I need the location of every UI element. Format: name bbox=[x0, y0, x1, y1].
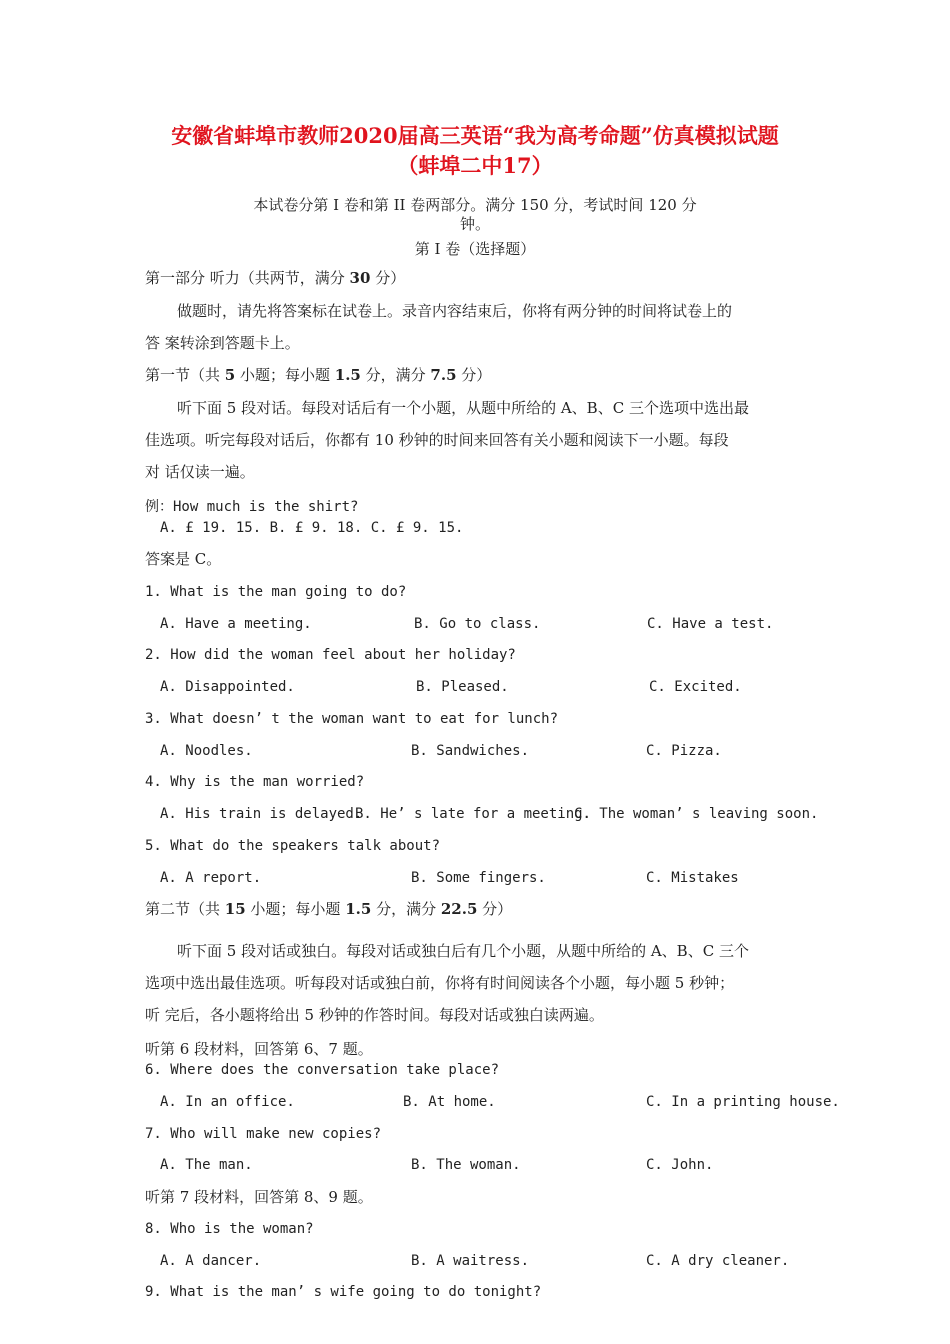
question-7: 7. Who will make new copies? bbox=[145, 1126, 382, 1142]
question-8: 8. Who is the woman? bbox=[145, 1221, 314, 1237]
question-1: 1. What is the man going to do? bbox=[145, 584, 407, 600]
section2-instr-line3: 听 完后，各小题将给出 5 秒钟的作答时间。每段对话或独白读两遍。 bbox=[145, 1006, 604, 1024]
material-7-heading: 听第 7 段材料，回答第 8、9 题。 bbox=[145, 1188, 373, 1206]
section2-heading bbox=[145, 899, 512, 919]
q3-option-c: C. Pizza. bbox=[646, 743, 722, 759]
s1-per: 1.5 bbox=[334, 366, 361, 384]
s2-count: 15 bbox=[224, 900, 246, 918]
q5-option-a: A. A report. bbox=[160, 870, 262, 886]
q6-option-b: B. At home. bbox=[403, 1094, 496, 1110]
part1-heading bbox=[145, 268, 405, 288]
q4-option-c: C. The woman’ s leaving soon. bbox=[574, 806, 819, 822]
q2-option-a: A. Disappointed. bbox=[160, 679, 295, 695]
exam-intro-line1: 本试卷分第 I 卷和第 II 卷两部分。满分 150 分，考试时间 120 分 bbox=[253, 196, 697, 214]
q7-option-a: A. The man. bbox=[160, 1157, 253, 1173]
s1-h5: 分，满分 bbox=[360, 366, 431, 384]
question-6: 6. Where does the conversation take place? bbox=[145, 1062, 500, 1078]
q8-option-c: C. A dry cleaner. bbox=[646, 1253, 790, 1269]
s1-h3: 小题；每小题 bbox=[235, 366, 335, 384]
q8-option-a: A. A dancer. bbox=[160, 1253, 262, 1269]
q2-option-b: B. Pleased. bbox=[416, 679, 509, 695]
q4-option-a: A. His train is delayed. bbox=[160, 806, 363, 822]
example-question: 例：How much is the shirt? bbox=[145, 499, 359, 515]
q4-option-b: B. He’ s late for a meeting. bbox=[355, 806, 592, 822]
s2-total: 22.5 bbox=[440, 900, 478, 918]
part1-heading-c: 分） bbox=[370, 269, 406, 287]
section1-instr-line3: 对 话仅读一遍。 bbox=[145, 463, 255, 481]
s2-h5: 分，满分 bbox=[371, 900, 441, 918]
section1-instr-line2: 佳选项。听完每段对话后，你都有 10 秒钟的时间来回答有关小题和阅读下一小题。每段 bbox=[145, 431, 729, 449]
s1-h7: 分） bbox=[456, 366, 492, 384]
exam-intro-line2: 钟。 bbox=[459, 215, 490, 233]
q6-option-a: A. In an office. bbox=[160, 1094, 295, 1110]
part1-score: 30 bbox=[349, 269, 371, 287]
document-title: 安徽省蚌埠市教师2020届高三英语“我为高考命题”仿真模拟试题 bbox=[171, 123, 779, 148]
q5-option-b: B. Some fingers. bbox=[411, 870, 546, 886]
question-4: 4. Why is the man worried? bbox=[145, 774, 365, 790]
part1-instructions-line1: 做题时，请先将答案标在试卷上。录音内容结束后，你将有两分钟的时间将试卷上的 bbox=[177, 302, 733, 320]
s2-h1: 第二节（共 bbox=[145, 900, 225, 918]
volume-heading: 第 I 卷（选择题） bbox=[414, 240, 536, 258]
q3-option-a: A. Noodles. bbox=[160, 743, 253, 759]
section1-heading bbox=[145, 365, 491, 385]
q8-option-b: B. A waitress. bbox=[411, 1253, 530, 1269]
q1-option-a: A. Have a meeting. bbox=[160, 616, 312, 632]
question-2: 2. How did the woman feel about her holiday? bbox=[145, 647, 516, 663]
s1-h1: 第一节（共 bbox=[145, 366, 225, 384]
q1-option-c: C. Have a test. bbox=[647, 616, 774, 632]
q2-option-c: C. Excited. bbox=[649, 679, 742, 695]
q7-option-c: C. John. bbox=[646, 1157, 714, 1173]
q6-option-c: C. In a printing house. bbox=[646, 1094, 840, 1110]
section2-instr-line2: 选项中选出最佳选项。听每段对话或独白前，你将有时间阅读各个小题，每小题 5 秒钟； bbox=[145, 974, 735, 992]
q3-option-b: B. Sandwiches. bbox=[411, 743, 530, 759]
material-6-heading: 听第 6 段材料，回答第 6、7 题。 bbox=[145, 1040, 373, 1058]
s2-h7: 分） bbox=[477, 900, 513, 918]
q7-option-b: B. The woman. bbox=[411, 1157, 521, 1173]
s1-count: 5 bbox=[224, 366, 236, 384]
part1-instructions-line2: 答 案转涂到答题卡上。 bbox=[145, 334, 300, 352]
example-answer: 答案是 C。 bbox=[145, 550, 222, 568]
section2-instr-line1: 听下面 5 段对话或独白。每段对话或独白后有几个小题，从题中所给的 A、B、C 三个 bbox=[177, 942, 749, 960]
question-5: 5. What do the speakers talk about? bbox=[145, 838, 441, 854]
s2-per: 1.5 bbox=[345, 900, 372, 918]
q1-option-b: B. Go to class. bbox=[414, 616, 541, 632]
s2-h3: 小题；每小题 bbox=[245, 900, 346, 918]
section1-instr-line1: 听下面 5 段对话。每段对话后有一个小题，从题中所给的 A、B、C 三个选项中选出最 bbox=[177, 399, 749, 417]
question-9: 9. What is the man’ s wife going to do tonight? bbox=[145, 1284, 542, 1300]
q5-option-c: C. Mistakes bbox=[646, 870, 739, 886]
s1-total: 7.5 bbox=[430, 366, 457, 384]
question-3: 3. What doesn’ t the woman want to eat for lunch? bbox=[145, 711, 559, 727]
part1-heading-a: 第一部分 听力（共两节，满分 bbox=[145, 269, 350, 287]
example-options: A. £ 19. 15. B. £ 9. 18. C. £ 9. 15. bbox=[160, 520, 464, 536]
document-subtitle: （蚌埠二中17） bbox=[397, 153, 553, 178]
